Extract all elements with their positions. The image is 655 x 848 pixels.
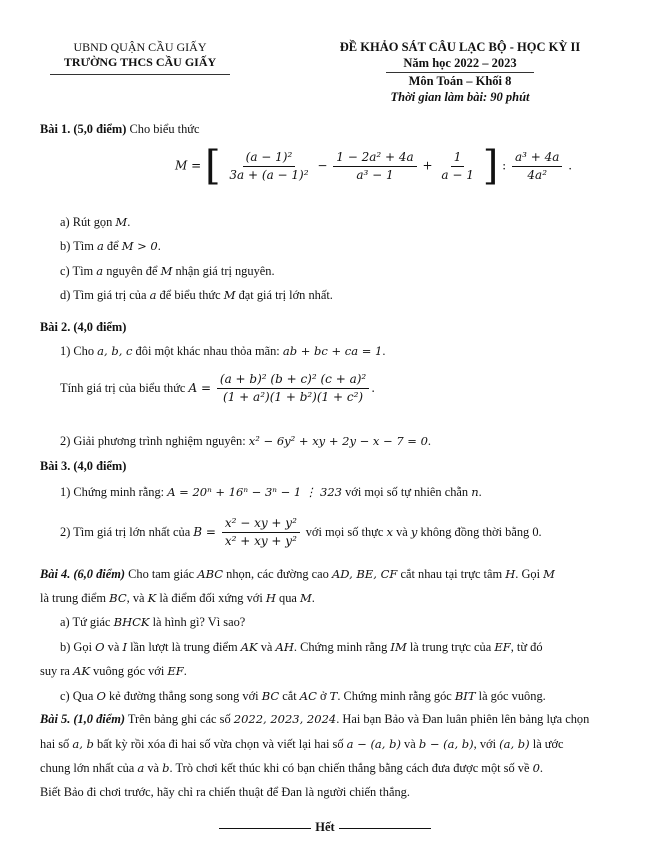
part-text: và	[400, 737, 419, 751]
bai3-formula-b	[60, 516, 542, 549]
math-var: AK	[73, 664, 90, 678]
part-text: là điểm đối xứng với	[156, 591, 266, 605]
part-text: c) Qua	[60, 689, 97, 703]
part-text: a) Tứ giác	[60, 615, 114, 629]
part-text: a) Rút gọn	[60, 215, 116, 229]
bai2-part-1	[60, 344, 385, 360]
math-expr: a, b	[72, 737, 94, 751]
part-text: là góc vuông.	[475, 689, 546, 703]
part-text: ở	[316, 689, 330, 703]
bai5-line-2	[40, 737, 564, 753]
part-text: d) Tìm giá trị của	[60, 288, 150, 302]
fraction-b-den: x² + xy + y²	[224, 534, 297, 548]
part-text: đôi một khác nhau thỏa mãn:	[132, 344, 283, 358]
part-text: 1) Chứng minh rằng:	[60, 485, 168, 499]
part-text: nhận giá trị nguyên.	[172, 264, 275, 278]
part-text: là trung trực của	[406, 640, 495, 654]
math-var: BC	[109, 591, 127, 605]
bai4-part-c	[60, 689, 546, 705]
fraction-a-den: (1 + a²)(1 + b²)(1 + c²)	[223, 390, 364, 404]
math-var: H	[265, 591, 276, 605]
math-var: EF	[167, 664, 184, 678]
part-text: 2) Tìm giá trị lớn nhất của	[60, 525, 194, 539]
math-var: IM	[390, 640, 407, 654]
fraction-1	[226, 150, 311, 183]
math-var: a	[96, 264, 104, 278]
left-bracket: [	[204, 143, 221, 189]
bai1-part-c	[60, 264, 275, 280]
part-text: với mọi số tự nhiên chẵn	[341, 485, 472, 499]
bai5-line-4: Biết Bảo đi chơi trước, hãy chỉ ra chiến thuật để Đan là người chiến thắng.	[40, 785, 410, 799]
fraction-4-num: a³ + 4a	[512, 150, 562, 167]
math-var: I	[122, 640, 127, 654]
part-text: . Gọi	[515, 567, 544, 581]
math-expr: ab + bc + ca = 1	[282, 344, 383, 358]
bai4-part-b-line-2	[40, 664, 187, 680]
math-var: O	[96, 689, 106, 703]
end-dash-right	[339, 828, 431, 829]
exam-header	[300, 40, 620, 106]
fraction-3	[438, 150, 476, 183]
part-text: .	[157, 239, 161, 253]
school-year: Năm học 2022 – 2023	[403, 55, 517, 70]
part-text: 1) Cho	[60, 344, 98, 358]
part-text: chung lớn nhất của	[40, 761, 138, 775]
math-var: AH	[275, 640, 294, 654]
school-header	[40, 40, 240, 75]
math-var: T	[329, 689, 338, 703]
part-text: , từ đó	[510, 640, 543, 654]
math-expr: AD, BE, CF	[331, 567, 398, 581]
part-text: vuông góc với	[89, 664, 168, 678]
math-var: M	[160, 264, 173, 278]
fraction-2-num: 1 − 2a² + 4a	[333, 150, 416, 167]
part-text: đạt giá trị lớn nhất.	[235, 288, 333, 302]
part-text: kẻ đường thẳng song song với	[105, 689, 262, 703]
part-text: nhọn, các đường cao	[223, 567, 332, 581]
formula-lhs: M =	[175, 158, 202, 173]
math-var: a	[96, 239, 104, 253]
district-name: UBND QUẬN CẦU GIẤY	[73, 40, 207, 54]
fraction-4	[512, 150, 562, 183]
part-text: bất kỳ rồi xóa đi hai số vừa chọn và viết lại hai số	[93, 737, 347, 751]
fraction-a	[217, 372, 369, 405]
bai1-part-a	[60, 215, 130, 231]
part-text: và	[144, 761, 163, 775]
fraction-b	[222, 516, 300, 549]
math-var: M	[300, 591, 312, 605]
part-text: .	[478, 485, 482, 499]
math-expr: a − (a, b)	[346, 737, 401, 751]
bai1-part-d	[60, 288, 333, 304]
part-text: Tính giá trị của biểu thức	[60, 381, 189, 395]
math-expr: A = 20ⁿ + 16ⁿ − 3ⁿ − 1 ⋮ 323	[167, 485, 342, 499]
part-text: Trên bảng ghi các số	[125, 712, 234, 726]
end-text: Hết	[315, 820, 335, 834]
math-var: a	[137, 761, 145, 775]
math-var: H	[505, 567, 516, 581]
bai1-title: Bài 1. (5,0 điểm)	[40, 122, 127, 136]
part-text: .	[382, 344, 386, 358]
math-expr: M > 0	[121, 239, 158, 253]
math-var: O	[95, 640, 105, 654]
fraction-3-num: 1	[451, 150, 465, 167]
math-var: EF	[494, 640, 511, 654]
header-underline	[50, 74, 230, 75]
fraction-a-num: (a + b)² (b + c)² (c + a)²	[217, 372, 369, 389]
formula-lhs: A =	[188, 381, 212, 395]
bai4-part-b-line-1	[60, 640, 543, 656]
fraction-1-num: (a − 1)²	[243, 150, 296, 167]
math-var: M	[223, 288, 236, 302]
part-text: và	[257, 640, 276, 654]
bai4-title: Bài 4. (6,0 điểm)	[40, 567, 126, 581]
part-text: . Hai bạn Bảo và Đan luân phiên lên bảng lựa chọn	[336, 712, 590, 726]
part-text: để	[103, 239, 122, 253]
subject-grade: Môn Toán – Khối 8	[408, 74, 512, 89]
math-expr: 2022, 2023, 2024	[233, 712, 337, 726]
math-expr: (a, b)	[499, 737, 530, 751]
formula-lhs: B =	[193, 525, 216, 539]
math-var: y	[410, 525, 418, 539]
part-text: qua	[275, 591, 300, 605]
math-var: ABC	[197, 567, 224, 581]
part-text: là hình gì? Vì sao?	[149, 615, 246, 629]
part-text: . Chứng minh rằng góc	[337, 689, 455, 703]
bai5-line-3	[40, 761, 543, 777]
bai5-title: Bài 5. (1,0 điểm)	[40, 712, 126, 726]
bai3-part-1	[60, 485, 482, 501]
part-text: là trung điểm	[40, 591, 110, 605]
part-text: .	[539, 761, 544, 775]
part-text: lần lượt là trung điểm	[126, 640, 241, 654]
part-text: suy ra	[40, 664, 74, 678]
bai1-intro: Cho biểu thức	[126, 122, 200, 136]
end-dash-left	[219, 828, 311, 829]
fraction-1-den: 3a + (a − 1)²	[229, 167, 309, 182]
part-text: nguyên để	[103, 264, 161, 278]
part-text: và	[104, 640, 123, 654]
bai4-line-2	[40, 591, 315, 607]
part-text: hai số	[40, 737, 73, 751]
part-text: .	[371, 381, 376, 395]
bai1-formula: M = [ $\frac{\text{(a − 1)²}}{\text{3a + (a − 1)²}}$ − $\frac{\text{1 − 2a² + 4a}}{\text{a³ − 1}}$ + $\frac{1}{a - 1}$ ] : $\frac{\text{a³ + 4a}}{\text{4a²}}$ .	[175, 143, 573, 189]
math-var: BIT	[454, 689, 476, 703]
part-text: c) Tìm	[60, 264, 97, 278]
exam-title: ĐỀ KHẢO SÁT CÂU LẠC BỘ - HỌC KỲ II	[339, 40, 581, 54]
part-text: .	[427, 434, 432, 448]
math-var: M	[543, 567, 555, 581]
bai1-part-b	[60, 239, 161, 255]
math-expr: b − (a, b)	[418, 737, 474, 751]
bai5-line-1	[40, 712, 589, 728]
part-text: Cho tam giác	[125, 567, 198, 581]
header-underline-right	[386, 72, 534, 73]
math-var: BHCK	[113, 615, 150, 629]
part-text: không đồng thời bằng 0.	[417, 525, 542, 539]
math-var: x	[386, 525, 393, 539]
fraction-2-den: a³ − 1	[356, 167, 394, 182]
bai2-title: Bài 2. (4,0 điểm)	[40, 320, 127, 334]
math-var: n	[471, 485, 479, 499]
fraction-2	[333, 150, 416, 183]
right-bracket: ]	[482, 143, 499, 189]
part-text: b) Gọi	[60, 640, 96, 654]
math-expr: a, b, c	[97, 344, 133, 358]
bai2-formula-a	[60, 372, 375, 405]
part-text: . Trò chơi kết thúc khi có bạn chiến thắng bằng cách đưa được một số về	[169, 761, 533, 775]
part-text: với mọi số thực	[305, 525, 387, 539]
math-var: 0	[532, 761, 540, 775]
bai2-part-2	[60, 434, 431, 450]
part-text: và	[392, 525, 411, 539]
math-var: a	[149, 288, 157, 302]
end-marker	[210, 820, 440, 836]
math-var: K	[147, 591, 157, 605]
part-text: .	[311, 591, 315, 605]
part-text: .	[183, 664, 187, 678]
fraction-b-num: x² − xy + y²	[222, 516, 300, 533]
part-text: , với	[473, 737, 500, 751]
fraction-4-den: 4a²	[527, 167, 548, 182]
math-var: b	[162, 761, 170, 775]
exam-duration: Thời gian làm bài: 90 phút	[390, 89, 530, 104]
part-text: 2) Giải phương trình nghiệm nguyên:	[60, 434, 249, 448]
bai1-heading	[40, 122, 200, 138]
part-text: . Chứng minh rằng	[293, 640, 391, 654]
part-text: là ước	[529, 737, 564, 751]
math-var: BC	[261, 689, 280, 703]
math-var: AC	[299, 689, 317, 703]
part-text: cắt nhau tại trực tâm	[397, 567, 506, 581]
part-text: cắt	[279, 689, 300, 703]
math-var: AK	[240, 640, 258, 654]
part-text: , và	[126, 591, 148, 605]
part-text: .	[127, 215, 131, 229]
bai4-part-a	[60, 615, 245, 631]
fraction-3-den: a − 1	[441, 167, 474, 182]
bai4-line-1	[40, 567, 555, 583]
math-var: M	[115, 215, 128, 229]
bai3-title: Bài 3. (4,0 điểm)	[40, 459, 127, 473]
math-expr: x² − 6y² + xy + 2y − x − 7 = 0	[248, 434, 428, 448]
part-text: b) Tìm	[60, 239, 97, 253]
school-name: TRƯỜNG THCS CẦU GIẤY	[63, 55, 217, 69]
part-text: để biểu thức	[156, 288, 224, 302]
